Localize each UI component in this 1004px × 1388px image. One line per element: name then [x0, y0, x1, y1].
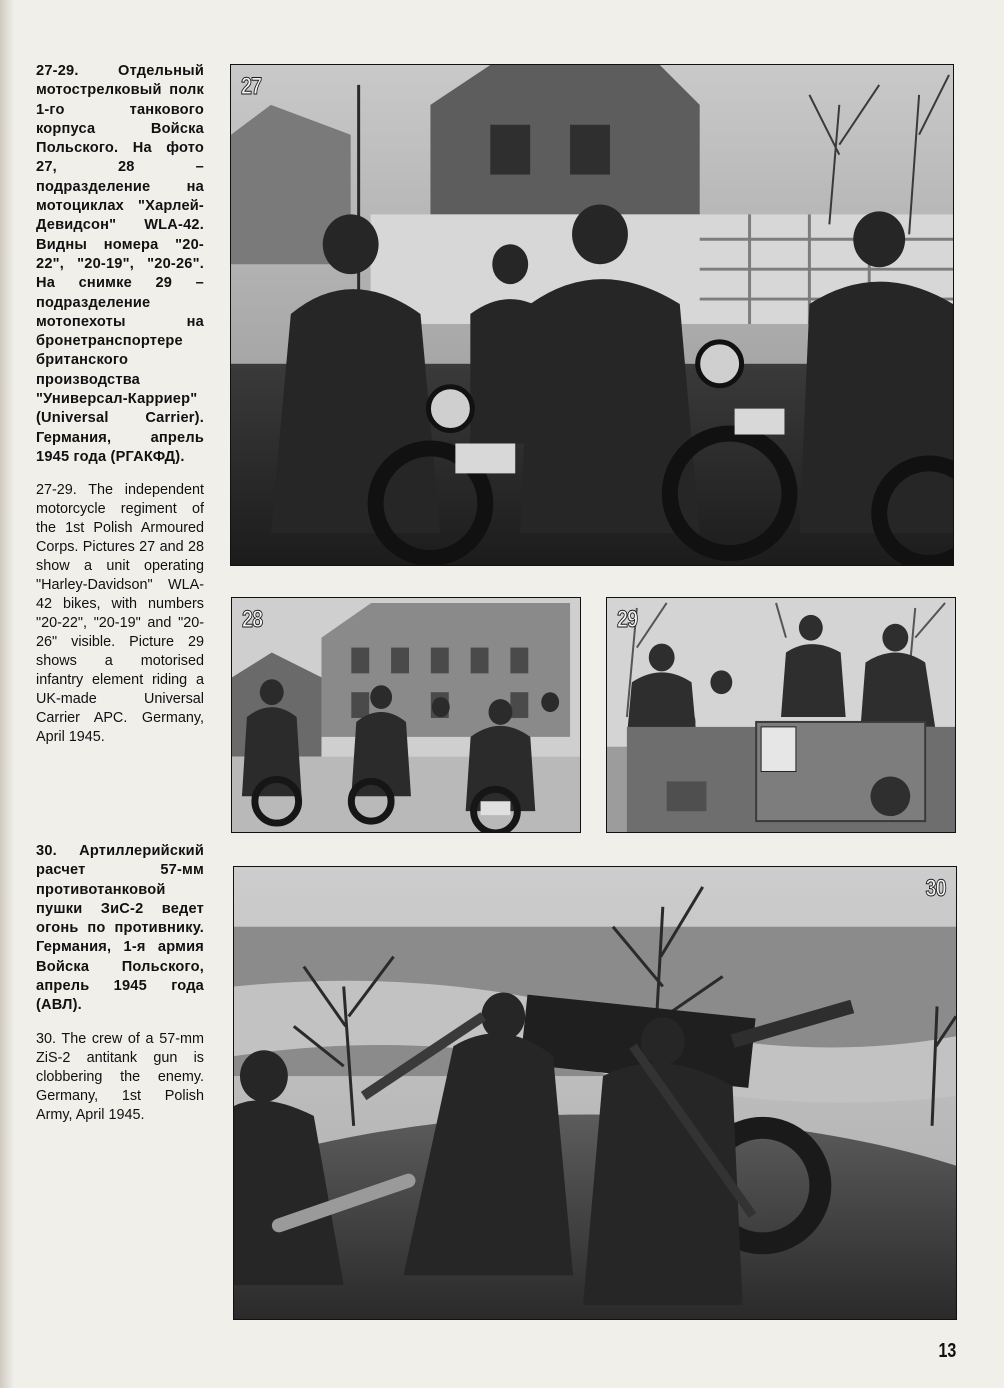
- caption-block-27-29: [36, 62, 204, 747]
- page-number: 13: [938, 1340, 956, 1362]
- photo-28-motorcycle-column: [231, 597, 581, 833]
- caption-ru-27-29: 27-29. Отдельный мотострелковый полк 1-го танкового корпуса Войска Польского. На фото 27, 28 – подразделение на мотоциклах "Харлей-Девидсон" WLA-42. Видны номера "20-22", "20-19", "20-26". На снимке 29 – подразделение мотопехоты на бронетранспортере британского производства "Универсал-Карриер" (Universal Carrier). Германия, апрель 1945 года (РГАКФД).: [36, 63, 204, 465]
- photo-28-image: [232, 598, 580, 832]
- photo-27-image: [231, 65, 953, 565]
- photo-27-number: 27: [241, 73, 262, 100]
- photo-30-zis2-gun-crew: [233, 866, 957, 1320]
- binding-shadow: [0, 0, 14, 1388]
- photo-28-number: 28: [242, 606, 263, 633]
- caption-ru-30: 30. Артиллерийский расчет 57-мм противотанковой пушки ЗиС-2 ведет огонь по противнику. Германия, 1-я армия Войска Польского, апрель 1945 года (АВЛ).: [36, 843, 204, 1014]
- caption-block-30: [36, 842, 204, 1125]
- photo-29-image: [607, 598, 955, 832]
- photo-30-number: 30: [925, 875, 946, 902]
- photo-27-motorcycle-regiment: [230, 64, 954, 566]
- photo-29-universal-carrier: [606, 597, 956, 833]
- photo-30-image: [234, 867, 956, 1319]
- caption-en-27-29: 27-29. The independent motorcycle regiment of the 1st Polish Armoured Corps. Pictures 27 and 28 show a unit operating "Harley-Davidson" WLA-42 bikes, with numbers "20-22", "20-19" and "20-26" visible. Picture 29 shows a motorised infantry element riding a UK-made Universal Carrier APC. Germany, April 1945.: [36, 482, 204, 746]
- photo-29-number: 29: [617, 606, 638, 633]
- caption-en-30: 30. The crew of a 57-mm ZiS-2 antitank gun is clobbering the enemy. Germany, 1st Polish Army, April 1945.: [36, 1030, 204, 1123]
